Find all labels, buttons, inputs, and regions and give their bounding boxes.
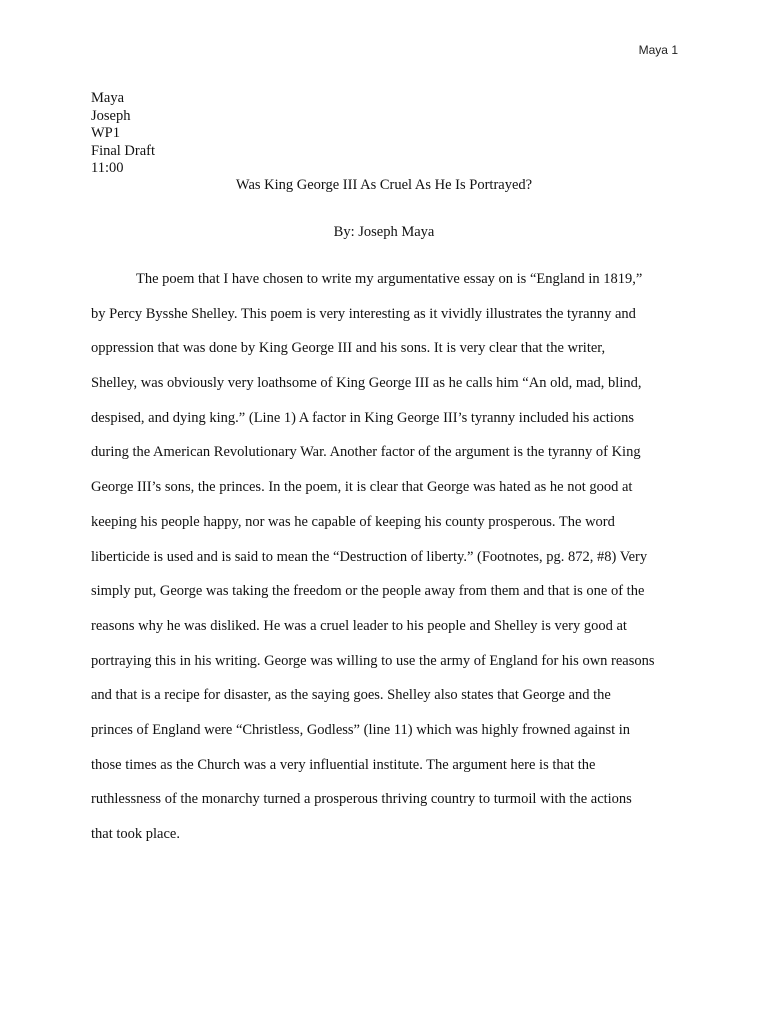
body-line: by Percy Bysshe Shelley. This poem is very interesting as it vividly illustrates the tyranny and [91, 305, 636, 322]
body-line: despised, and dying king.” (Line 1) A factor in King George III’s tyranny included his actions [91, 409, 634, 426]
essay-title: Was King George III As Cruel As He Is Portrayed? [235, 177, 533, 193]
body-line: and that is a recipe for disaster, as the saying goes. Shelley also states that George and the [91, 687, 611, 704]
body-line: reasons why he was disliked. He was a cruel leader to his people and Shelley is very good at [91, 617, 627, 634]
essay-byline: By: Joseph Maya [333, 224, 435, 240]
heading-line-class-time: 11:00 [91, 160, 124, 177]
body-line: oppression that was done by King George III and his sons. It is very clear that the writer, [91, 340, 606, 357]
heading-line-draft: Final Draft [91, 142, 156, 159]
body-line: during the American Revolutionary War. Another factor of the argument is the tyranny of King [91, 444, 641, 461]
body-line: liberticide is used and is said to mean the “Destruction of liberty.” (Footnotes, pg. 872, #8) Very [91, 548, 648, 565]
body-line: The poem that I have chosen to write my argumentative essay on is “England in 1819,” [136, 271, 643, 287]
body-line: keeping his people happy, nor was he capable of keeping his county prosperous. The word [91, 513, 615, 530]
body-line: those times as the Church was a very influential institute. The argument here is that the [91, 756, 596, 773]
body-line: that took place. [91, 826, 180, 842]
body-line: Shelley, was obviously very loathsome of King George III as he calls him “An old, mad, blind, [91, 375, 642, 392]
body-line: George III’s sons, the princes. In the poem, it is clear that George was hated as he not good at [91, 479, 633, 496]
body-line: ruthlessness of the monarchy turned a prosperous thriving country to turmoil with the actions [91, 791, 632, 808]
heading-line-assignment: WP1 [91, 125, 120, 142]
body-line: princes of England were “Christless, Godless” (line 11) which was highly frowned against in [91, 721, 631, 738]
body-line: simply put, George was taking the freedom or the people away from them and that is one of the [91, 583, 645, 600]
heading-line-student-last-name: Joseph [91, 107, 131, 124]
student-heading [91, 90, 155, 178]
running-header: Maya 1 [638, 43, 678, 57]
body-line: portraying this in his writing. George was willing to use the army of England for his own reasons [91, 652, 655, 669]
heading-line-student-first-name: Maya [91, 90, 125, 106]
essay-body [91, 270, 691, 860]
